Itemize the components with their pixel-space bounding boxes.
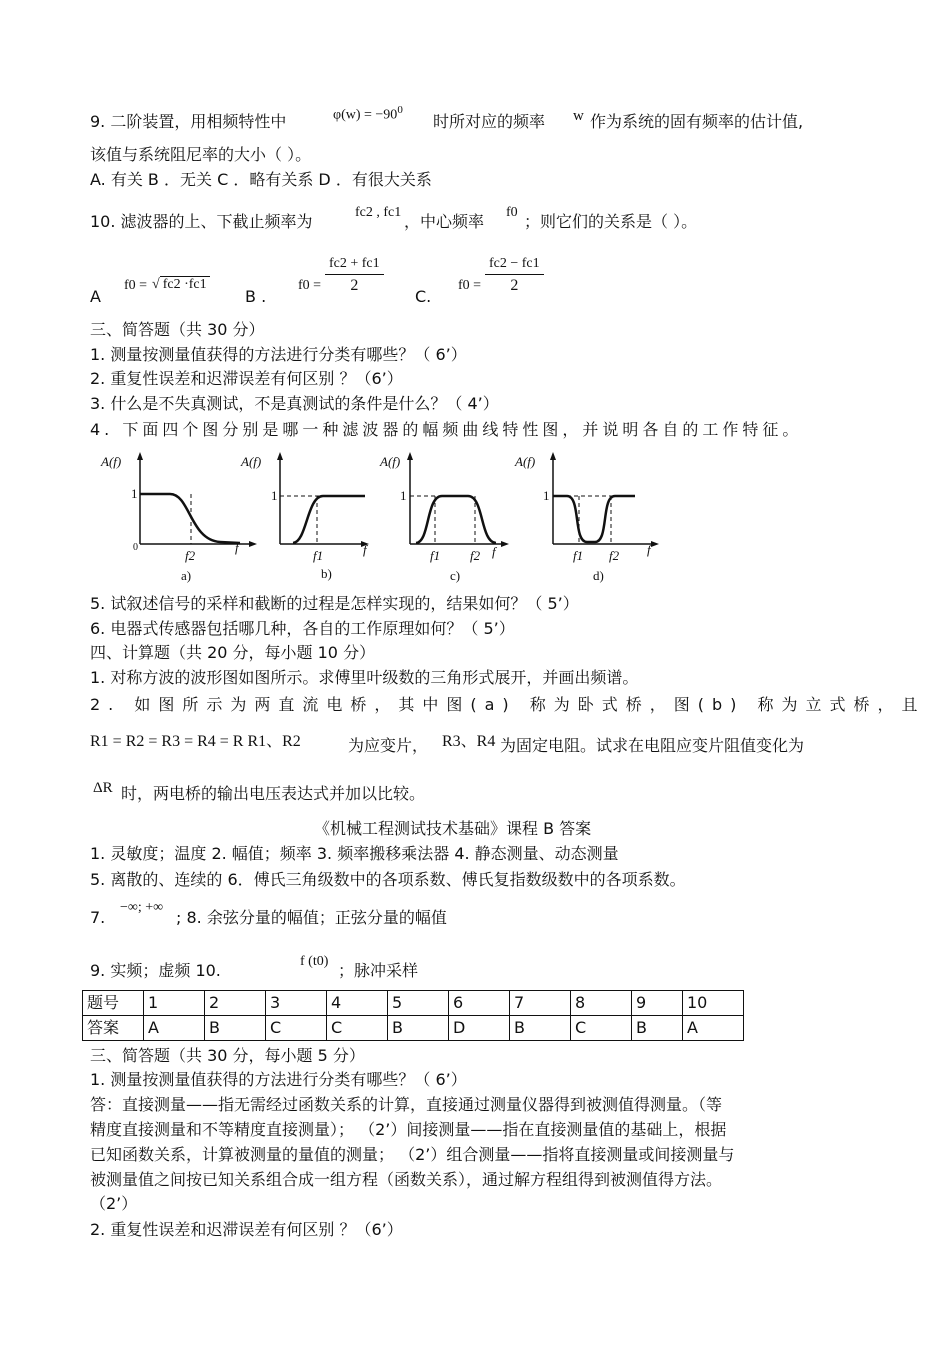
q9-options: A. 有关 B ．无关 C ．略有关系 D ．有很大关系: [90, 170, 432, 189]
answer-line4-sym: f (t0): [300, 954, 329, 969]
q10-opt-c-label: C.: [415, 287, 432, 306]
fig-c-f2: f2: [470, 548, 481, 563]
sec4-q2-line3: 时，两电桥的输出电压表达式并加以比较。: [121, 784, 426, 803]
q10-opt-c-lhs: f0 =: [458, 278, 482, 293]
q10-opt-b-frac: [325, 256, 384, 295]
figure-d: [514, 452, 659, 583]
q9-formula: [333, 104, 403, 124]
sec3-ans-a1-l5: （2’）: [90, 1194, 138, 1213]
sec3-ans-a1-l2: 精度直接测量和不等精度直接测量）； （2’）间接测量——指在直接测量值的基础上，根据: [90, 1120, 727, 1139]
sec3-ans-a1-l3: 已知函数关系，计算被测量的量值的测量； （2’）组合测量——指将直接测量或间接测量与: [90, 1145, 735, 1164]
answer-line4-b: ；脉冲采样: [338, 961, 419, 980]
q10-text-b: ，中心频率: [404, 212, 485, 231]
q9-line1: [90, 112, 286, 132]
answer-line3-text: ; 8. 余弦分量的幅值；正弦分量的幅值: [176, 908, 447, 927]
q10-opt-a-label: A: [90, 287, 101, 306]
table-cell: B: [510, 1016, 571, 1041]
sec3-ans-q1: 1. 测量按测量值获得的方法进行分类有哪些？（ 6’）: [90, 1070, 467, 1089]
table-cell: C: [327, 1016, 388, 1041]
table-cell: 10: [683, 991, 744, 1016]
sec3-q3: 3. 什么是不失真测试，不是真测试的条件是什么？（ 4’）: [90, 394, 499, 413]
q9-line1-b: [433, 112, 545, 132]
table-cell: 9: [632, 991, 683, 1016]
fig-a-f2: f2: [185, 548, 196, 563]
fig-b-f1: f1: [313, 548, 324, 563]
q10-opt-a-lhs: f0 =: [124, 278, 148, 293]
q9-w: w: [573, 108, 584, 124]
fig-c-ylabel: A(f): [380, 454, 401, 469]
table-cell: 4: [327, 991, 388, 1016]
table-row-answers: [83, 1016, 744, 1041]
fig-d-ylabel: A(f): [515, 454, 536, 469]
sec3-ans-a1-l4: 被测量值之间按已知关系组合成一组方程（函数关系），通过解方程组得到被测值得方法。: [90, 1170, 723, 1189]
sec3-title: 三、简答题（共 30 分）: [90, 320, 265, 339]
sec3-q5: 5. 试叙述信号的采样和截断的过程是怎样实现的，结果如何？（ 5’）: [90, 594, 579, 613]
table-row-header: [83, 991, 744, 1016]
table-cell: 3: [266, 991, 327, 1016]
fig-a-f: f: [235, 540, 239, 555]
table-cell: A: [144, 1016, 205, 1041]
sec4-q2-formula: R1 = R2 = R3 = R4 = R R1、R2: [90, 733, 301, 750]
q10-opt-b-den: 2: [350, 277, 359, 294]
table-cell: C: [266, 1016, 327, 1041]
sec3-ans-q2: 2. 重复性误差和迟滞误差有何区别 ？（6’）: [90, 1220, 403, 1239]
sec3-ans-title: 三、简答题（共 30 分，每小题 5 分）: [90, 1046, 365, 1065]
sec4-q2-delta: ΔR: [93, 780, 113, 796]
answer-title: 《机械工程测试技术基础》课程 B 答案: [314, 819, 592, 838]
figure-a: [100, 452, 257, 583]
fig-d-f: f: [647, 542, 651, 557]
q10-opt-c-num: fc2 − fc1: [485, 256, 544, 275]
fig-a-zero: 0: [133, 542, 138, 553]
q10-opt-c-den: 2: [510, 277, 519, 294]
table-cell: 1: [144, 991, 205, 1016]
table-cell: B: [632, 1016, 683, 1041]
answer-line4-a: 9. 实频；虚频 10.: [90, 961, 221, 980]
q10-f0: f0: [506, 205, 518, 220]
table-cell: B: [205, 1016, 266, 1041]
fig-c-label: c): [450, 568, 461, 583]
figure-c: [379, 452, 509, 583]
sec4-q2-line1: 2. 如图所示为两直流电桥，其中图(a) 称为卧式桥，图(b) 称为立式桥，且: [90, 695, 926, 714]
q9-line1-c: [590, 112, 803, 132]
q10-opt-b-lhs: f0 =: [298, 278, 322, 293]
q10-fc: fc2 , fc1: [355, 205, 402, 220]
q10-opt-b-num: fc2 + fc1: [325, 256, 384, 275]
sec3-q4: 4. 下面四个图分别是哪一种滤波器的幅频曲线特性图，并说明各自的工作特征。: [90, 420, 803, 439]
table-cell: A: [683, 1016, 744, 1041]
table-cell: 5: [388, 991, 449, 1016]
fig-c-f: f: [492, 544, 496, 559]
table-cell: 8: [571, 991, 632, 1016]
table-cell: B: [388, 1016, 449, 1041]
table-cell: 7: [510, 991, 571, 1016]
figure-b: [240, 452, 369, 581]
sec4-title: 四、计算题（共 20 分，每小题 10 分）: [90, 643, 376, 662]
table-answer-label: 答案: [83, 1016, 144, 1041]
fig-d-one: 1: [543, 488, 550, 503]
q10-opt-b-label: B .: [245, 287, 267, 306]
sec3-q6: 6. 电器式传感器包括哪几种，各自的工作原理如何？（ 5’）: [90, 619, 515, 638]
answer-line1: 1. 灵敏度；温度 2. 幅值；频率 3. 频率搬移乘法器 4. 静态测量、动态测量: [90, 844, 619, 863]
sec4-q2-text2: 为固定电阻。试求在电阻应变片阻值变化为: [500, 736, 805, 755]
table-cell: 2: [205, 991, 266, 1016]
q9-formula-text: φ(w) = −90: [333, 107, 398, 123]
q10-line: 10. 滤波器的上、下截止频率为: [90, 212, 313, 231]
fig-d-f1: f1: [573, 548, 584, 563]
fig-b-label: b): [321, 566, 332, 581]
q9-text-c: 作为系统的固有频率的估计值,: [590, 112, 804, 131]
sec3-ans-a1-l1: 答：直接测量——指无需经过函数关系的计算，直接通过测量仪器得到被测值得测量。（等: [90, 1095, 723, 1114]
sec4-q2-text1: 为应变片，: [348, 736, 429, 755]
q10-opt-a-sqrt: √ fc2 ·fc1: [152, 276, 210, 293]
sec4-q1: 1. 对称方波的波形图如图所示。求傅里叶级数的三角形式展开，并画出频谱。: [90, 668, 639, 687]
fig-c-f1: f1: [430, 548, 441, 563]
q10-text-c: ；则它们的关系是（ ）。: [524, 212, 698, 231]
fig-c-one: 1: [400, 488, 407, 503]
q9-text-a: 9. 二阶装置，用相频特性中: [90, 112, 287, 131]
q9-line2: 该值与系统阻尼率的大小（ ）。: [90, 145, 312, 164]
fig-a-ylabel: A(f): [101, 454, 122, 469]
sec3-q1: 1. 测量按测量值获得的方法进行分类有哪些？（ 6’）: [90, 345, 467, 364]
table-cell: D: [449, 1016, 510, 1041]
table-header-label: 题号: [83, 991, 144, 1016]
filter-figures: [95, 450, 675, 590]
answer-line2: 5. 离散的、连续的 6．傅氏三角级数中的各项系数、傅氏复指数级数中的各项系数。: [90, 870, 686, 889]
sec3-q2: 2. 重复性误差和迟滞误差有何区别 ？（6’）: [90, 369, 403, 388]
fig-b-f: f: [363, 542, 367, 557]
q9-text-b: 时所对应的频率: [433, 112, 546, 131]
fig-a-one: 1: [131, 486, 138, 501]
answer-line3-num: 7.: [90, 908, 106, 927]
q10-opt-a-radicand: fc2 ·fc1: [160, 276, 210, 293]
fig-a-label: a): [181, 568, 192, 583]
table-cell: C: [571, 1016, 632, 1041]
sec4-q2-formula2: R3、R4: [442, 733, 496, 750]
q9-formula-sup: 0: [397, 104, 403, 116]
fig-d-label: d): [593, 568, 604, 583]
fig-b-ylabel: A(f): [241, 454, 262, 469]
fig-b-one: 1: [271, 488, 278, 503]
q10-opt-c-frac: [485, 256, 544, 295]
answer-table: [82, 990, 744, 1041]
answer-line3-sym: −∞; +∞: [120, 900, 164, 915]
fig-d-f2: f2: [609, 548, 620, 563]
table-cell: 6: [449, 991, 510, 1016]
